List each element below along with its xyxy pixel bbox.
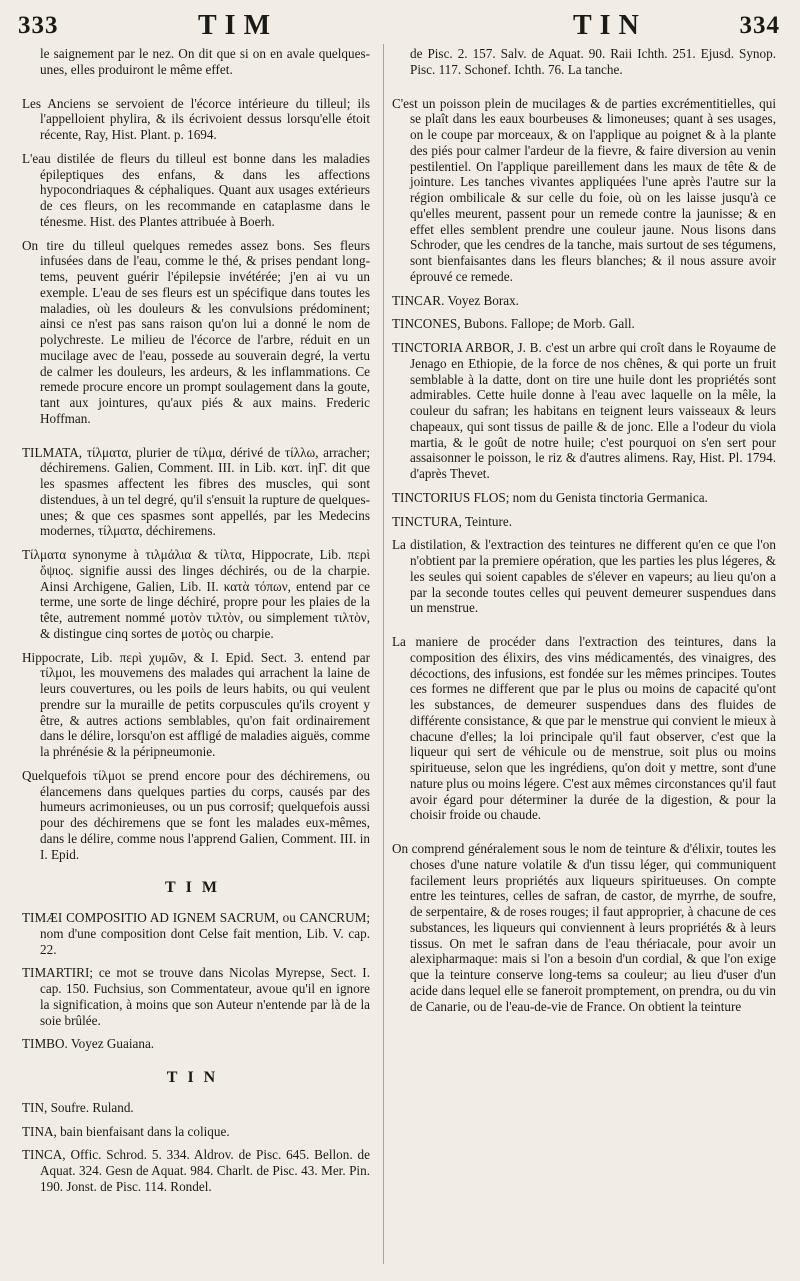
- paragraph: On comprend généralement sous le nom de teinture & d'élixir, toutes les choses d'une nature volatile & d'un tissu léger, qui communiquent facilement leurs propriétés aux liqueurs spiritueuses. On compte entre les teintures, celles de safran, de castor, de myrrhe, de soufre, de serpentaire, & de roses rouges; il faut approprier, à chacune de ces substances, les liqueurs qui conviennent à leurs propriétés & à leurs tissus. On met le safran dans de l'eau thériacale, pour avoir un alexipharmaque: mais si l'on a besoin d'un cordial, & que l'on exige que la teinture conserve long-tems sa couleur; au lieu d'user d'un acide dans lequel elle se faneroit promptement, on prendra, ou du vin de Canarie, ou de l'eau-de-vie de France. On obtient la teinture: [392, 841, 776, 1014]
- page-header: [18, 10, 786, 44]
- entry-tinctoria-arbor: TINCTORIA ARBOR, J. B. c'est un arbre qui croît dans le Royaume de Jenago en Ethiopie, de la force de nos chênes, & qui porte un fruit semblable à la datte, dont on tire une huile dont les propriétés sont admirables. Cette huile donne à l'eau avec laquelle on la mêle, la couleur du safran; les habitans en teignent leurs vaisseaux & leurs chapeaux, qui sont tissus de paille & de jonc. Elle a l'odeur du viola martia, & le goût de notre huile; c'est pourquoi on s'en sert pour assaisonner le poisson, le riz & d'autres alimens. Ray, Hist. Pl. 1794. d'après Thevet.: [392, 340, 776, 481]
- entry-tin: TIN, Soufre. Ruland.: [22, 1099, 134, 1115]
- entry-timbo: TIMBO. Voyez Guaiana.: [22, 1036, 155, 1052]
- section-heading-tim: TIM: [165, 879, 227, 897]
- paragraph: Les Anciens se servoient de l'écorce intérieure du tilleul; ils l'appelloient phylira, & ils écrivoient dessus lorsqu'elle étoit récente, Ray, Hist. Plant. p. 1694.: [22, 95, 370, 142]
- column-divider: [383, 44, 384, 1264]
- paragraph: On tire du tilleul quelques remedes assez bons. Ses fleurs infusées dans de l'eau, comme le thé, & prises pendant long-tems, peuvent guérir l'épilepsie invétérée; j'en ai vu un exemple. L'eau de ses fleurs est un spécifique dans toutes les maladies, où les douleurs & les convulsions prédominent; ainsi ce n'est pas sans raison qu'on lui a donné le nom de polychreste. Le milieu de l'écorce de l'arbre, réduit en un mucilage avec de l'eau, possede au souverain degré, la vertu de calmer les douleurs, les ardeurs, & les inflammations. Ce remede procure encore un prompt soulagement dans la goute, tant aux jointures, qu'aux piés & aux mains. Frederic Hoffman.: [22, 237, 370, 426]
- right-column: [392, 46, 776, 1022]
- entry-tina: TINA, bain bienfaisant dans la colique.: [22, 1123, 230, 1139]
- entry-timaei: TIMÆI COMPOSITIO AD IGNEM SACRUM, ou CANCRUM; nom d'une composition dont Celse fait mention, Lib. V. cap. 22.: [22, 910, 370, 957]
- paragraph: C'est un poisson plein de mucilages & de parties excrémentitielles, qui se plaît dans les eaux bourbeuses & limoneuses; quant à ses usages, on le coupe par morceaux, & on l'applique au poignet & à la plante des piés pour calmer l'ardeur de la fievre, & faire diversion au venin pestilentiel. On l'applique pareillement dans les maux de tête & de jointure. Les tanches vivantes appliquées l'une après l'autre sur la région ombilicale & sur celle du foie, où on les laisse jusqu'à ce qu'elles meurent, passent pour un remede contre la jaunisse; & en effet elles semblent prendre une couleur jaune. Nous lisons dans Schroder, que les cendres de la tanche, mais surtout de ses tégumens, sont bienfaisantes dans les fleurs blanches; & il nous assure avoir éprouvé ce remede.: [392, 95, 776, 284]
- paragraph: Τίλματα synonyme à τιλμάλια & τίλτα, Hippocrate, Lib. περὶ ὄψιος. signifie aussi des linges déchirés, ou de la charpie. Ainsi Archigene, Galien, Lib. II. κατὰ τόπων, entend par ce terme, une sorte de linge déchiré, propre pour les plaies de la tête, autrement nommé μοτὸν τιλτὸν, ou simplement τιλτὸν, & distingue cinq sortes de μοτὸς ou charpie.: [22, 547, 370, 641]
- page-number-left: 333: [18, 12, 59, 39]
- entry-timartiri: TIMARTIRI; ce mot se trouve dans Nicolas Myrepse, Sect. I. cap. 150. Fuchsius, son Commentateur, avoue qu'il en ignore la signification, à moins que son Auteur n'entende par là de la soie brûlée.: [22, 965, 370, 1028]
- paragraph: La distilation, & l'extraction des teintures ne different qu'en ce que l'on n'obtient par la premiere opération, que les parties les plus légeres, & les seules qui soient capables de s'élever en vapeurs; au lieu qu'on a par la seconde toutes celles qui peuvent demeurer suspendues dans un menstrue.: [392, 537, 776, 616]
- paragraph: de Pisc. 2. 157. Salv. de Aquat. 90. Raii Ichth. 251. Ejusd. Synop. Pisc. 117. Schonef. Ichth. 76. La tanche.: [410, 46, 776, 77]
- entry-tincar: TINCAR. Voyez Borax.: [392, 292, 519, 308]
- paragraph: Quelquefois τίλμοι se prend encore pour des déchiremens, ou élancemens dans quelques parties du corps, causés par des humeurs acrimonieuses, ou un pus corrosif; quelquefois aussi pour des déchiremens que se font les malades eux-mêmes, dans le délire, comme nous l'apprend Galien, Comment. III. in I. Epid.: [22, 767, 370, 862]
- entry-tinca: TINCA, Offic. Schrod. 5. 334. Aldrov. de Pisc. 645. Bellon. de Aquat. 324. Gesn de Aquat. 984. Charlt. de Pisc. 43. Mer. Pin. 190. Jonst. de Pisc. 114. Rondel.: [22, 1147, 370, 1194]
- entry-tinctorius-flos: TINCTORIUS FLOS; nom du Genista tinctoria Germanica.: [392, 489, 708, 505]
- section-heading-tin: TIN: [166, 1069, 226, 1086]
- left-column: [22, 46, 370, 1203]
- running-head-left: TIM: [198, 10, 278, 41]
- paragraph: L'eau distilée de fleurs du tilleul est bonne dans les maladies épileptiques des enfans, & dans les affections hypocondriaques & céphaliques. Quant aux usages extérieurs de ces fleurs, on les recommande en cataplasme dans le ténesme. Hist. des Plantes attribuée à Boerh.: [22, 150, 370, 229]
- paragraph: Hippocrate, Lib. περὶ χυμῶν, & I. Epid. Sect. 3. entend par τίλμοι, les mouvemens des malades qui arrachent la laine de leurs couvertures, ou les poils de leurs habits, ou qui veulent prendre sur la muraille de petits corpuscules qu'ils croyent y être, & autres actions semblables, qu'on fait ordinairement dans le délire, lorsqu'on est affligé de maladies aiguës, comme la phrénésie & la péripneumonie.: [22, 649, 370, 759]
- entry-tilmata: TILMATA, τίλματα, plurier de τίλμα, dérivé de τίλλω, arracher; déchiremens. Galien, Comment. III. in Lib. κατ. ἰηΓ. dit que les spasmes affectent les fibres des muscles, qui sont distendues, à un tel degré, qu'il s'ensuit la rupture de quelques-unes; & que ces spasmes sont appellés, par les Medecins modernes, τίλματα, déchiremens.: [22, 444, 370, 539]
- page-number-right: 334: [739, 12, 780, 39]
- entry-tinctura: TINCTURA, Teinture.: [392, 513, 513, 529]
- entry-tincones: TINCONES, Bubons. Fallope; de Morb. Gall.: [392, 316, 635, 332]
- running-head-right: TIN: [573, 10, 647, 41]
- paragraph: le saignement par le nez. On dit que si on en avale quelques-unes, elles produiront le même effet.: [40, 46, 370, 77]
- paragraph: La maniere de procéder dans l'extraction des teintures, dans la composition des élixirs, des vins médicamentés, des vinaigres, des décoctions, des infusions, est fondée sur les mêmes principes. Toutes ces formes ne different que par le plus ou moins de capacité qu'ont les substances, de demeurer suspendues dans des fluides de différente consistance, & que par le menstrue qui convient le mieux à chacune d'elles; la loi principale qu'il faut observer, c'est que la liqueur qui sert de véhicule ou de menstrue, soit plus ou moins spiritueuse, selon que les ingrédiens, qu'on doit y mettre, sont d'une nature plus ou moins légere. C'est aux mêmes circonstances qu'il faut avoir égard pour déterminer la durée de la digestion, & pour la choisir froide ou chaude.: [392, 634, 776, 823]
